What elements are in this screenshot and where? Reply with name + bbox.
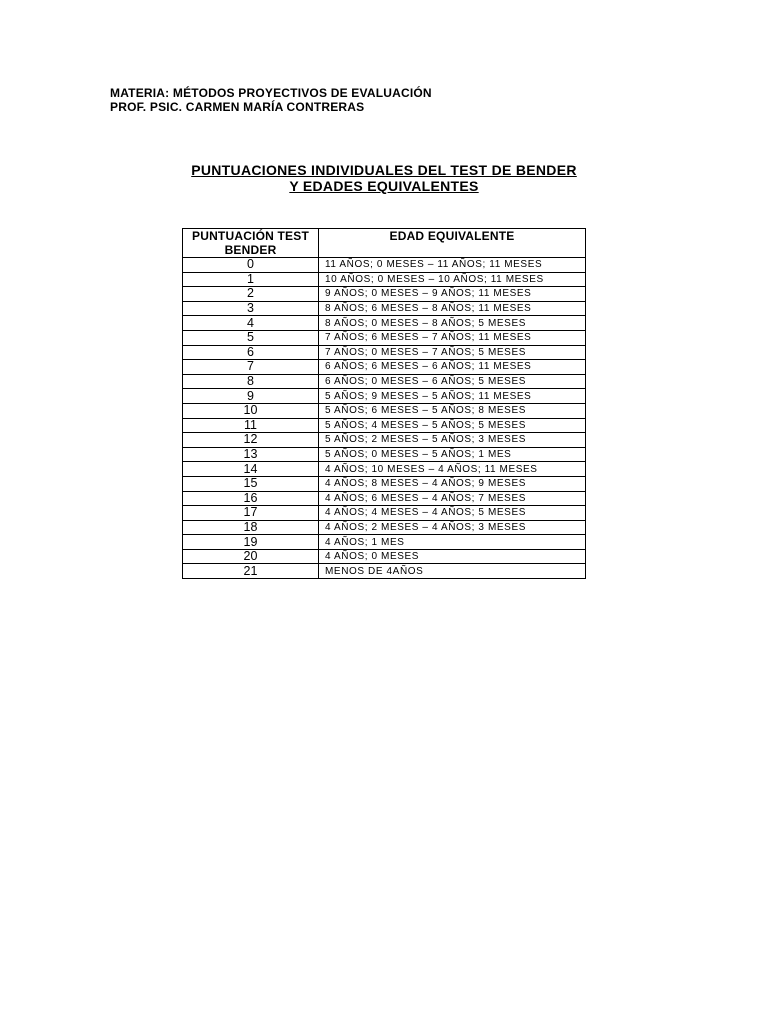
title-line-2: Y EDADES EQUIVALENTES: [289, 178, 479, 194]
score-cell: 1: [183, 272, 319, 287]
subject-line: MATERIA: MÉTODOS PROYECTIVOS DE EVALUACIÓN: [110, 86, 432, 100]
age-cell: 4 AÑOS; 2 MESES – 4 AÑOS; 3 MESES: [319, 520, 586, 535]
age-cell: 8 AÑOS; 0 MESES – 8 AÑOS; 5 MESES: [319, 316, 586, 331]
age-cell: 4 AÑOS; 8 MESES – 4 AÑOS; 9 MESES: [319, 476, 586, 491]
score-cell: 14: [183, 462, 319, 477]
table-row: [183, 272, 586, 287]
score-cell: 16: [183, 491, 319, 506]
table-row: [183, 258, 586, 273]
age-cell: 7 AÑOS; 0 MESES – 7 AÑOS; 5 MESES: [319, 345, 586, 360]
age-cell: 5 AÑOS; 0 MESES – 5 AÑOS; 1 MES: [319, 447, 586, 462]
score-cell: 4: [183, 316, 319, 331]
table-row: [183, 287, 586, 302]
table-row: [183, 330, 586, 345]
header-score: PUNTUACIÓN TEST BENDER: [183, 229, 319, 258]
age-cell: 4 AÑOS; 10 MESES – 4 AÑOS; 11 MESES: [319, 462, 586, 477]
table-row: [183, 520, 586, 535]
table-row: [183, 447, 586, 462]
table-row: [183, 506, 586, 521]
score-cell: 11: [183, 418, 319, 433]
title-line-1: PUNTUACIONES INDIVIDUALES DEL TEST DE BENDER: [191, 162, 577, 178]
age-cell: 4 AÑOS; 6 MESES – 4 AÑOS; 7 MESES: [319, 491, 586, 506]
table-row: [183, 345, 586, 360]
score-cell: 6: [183, 345, 319, 360]
age-cell: 5 AÑOS; 2 MESES – 5 AÑOS; 3 MESES: [319, 433, 586, 448]
age-cell: 5 AÑOS; 6 MESES – 5 AÑOS; 8 MESES: [319, 403, 586, 418]
header-age: EDAD EQUIVALENTE: [319, 229, 586, 258]
table-row: [183, 316, 586, 331]
score-cell: 9: [183, 389, 319, 404]
age-cell: 8 AÑOS; 6 MESES – 8 AÑOS; 11 MESES: [319, 301, 586, 316]
table-row: [183, 462, 586, 477]
table-row: [183, 301, 586, 316]
table-row: [183, 374, 586, 389]
age-cell: 5 AÑOS; 9 MESES – 5 AÑOS; 11 MESES: [319, 389, 586, 404]
score-cell: 17: [183, 506, 319, 521]
table-row: [183, 389, 586, 404]
professor-line: PROF. PSIC. CARMEN MARÍA CONTRERAS: [110, 100, 365, 114]
age-cell: 4 AÑOS; 1 MES: [319, 535, 586, 550]
table-row: [183, 491, 586, 506]
score-cell: 7: [183, 360, 319, 375]
score-cell: 18: [183, 520, 319, 535]
score-cell: 5: [183, 330, 319, 345]
table-row: [183, 418, 586, 433]
score-cell: 13: [183, 447, 319, 462]
table-header-row: [183, 229, 586, 258]
score-cell: 12: [183, 433, 319, 448]
age-cell: 6 AÑOS; 0 MESES – 6 AÑOS; 5 MESES: [319, 374, 586, 389]
age-cell: 10 AÑOS; 0 MESES – 10 AÑOS; 11 MESES: [319, 272, 586, 287]
document-title: [0, 162, 768, 194]
score-age-table: [182, 228, 586, 579]
score-cell: 8: [183, 374, 319, 389]
table-row: [183, 433, 586, 448]
age-cell: MENOS DE 4AÑOS: [319, 564, 586, 579]
age-cell: 4 AÑOS; 0 MESES: [319, 549, 586, 564]
score-cell: 0: [183, 258, 319, 273]
table-row: [183, 564, 586, 579]
score-cell: 20: [183, 549, 319, 564]
age-cell: 7 AÑOS; 6 MESES – 7 AÑOS; 11 MESES: [319, 330, 586, 345]
table-row: [183, 549, 586, 564]
age-cell: 4 AÑOS; 4 MESES – 4 AÑOS; 5 MESES: [319, 506, 586, 521]
age-cell: 5 AÑOS; 4 MESES – 5 AÑOS; 5 MESES: [319, 418, 586, 433]
table-row: [183, 403, 586, 418]
table-row: [183, 476, 586, 491]
table-body: [183, 258, 586, 579]
table-row: [183, 535, 586, 550]
score-cell: 21: [183, 564, 319, 579]
age-cell: 11 AÑOS; 0 MESES – 11 AÑOS; 11 MESES: [319, 258, 586, 273]
age-cell: 6 AÑOS; 6 MESES – 6 AÑOS; 11 MESES: [319, 360, 586, 375]
score-cell: 15: [183, 476, 319, 491]
score-cell: 10: [183, 403, 319, 418]
score-cell: 2: [183, 287, 319, 302]
age-cell: 9 AÑOS; 0 MESES – 9 AÑOS; 11 MESES: [319, 287, 586, 302]
document-header: [110, 86, 432, 114]
score-cell: 3: [183, 301, 319, 316]
table-row: [183, 360, 586, 375]
score-cell: 19: [183, 535, 319, 550]
